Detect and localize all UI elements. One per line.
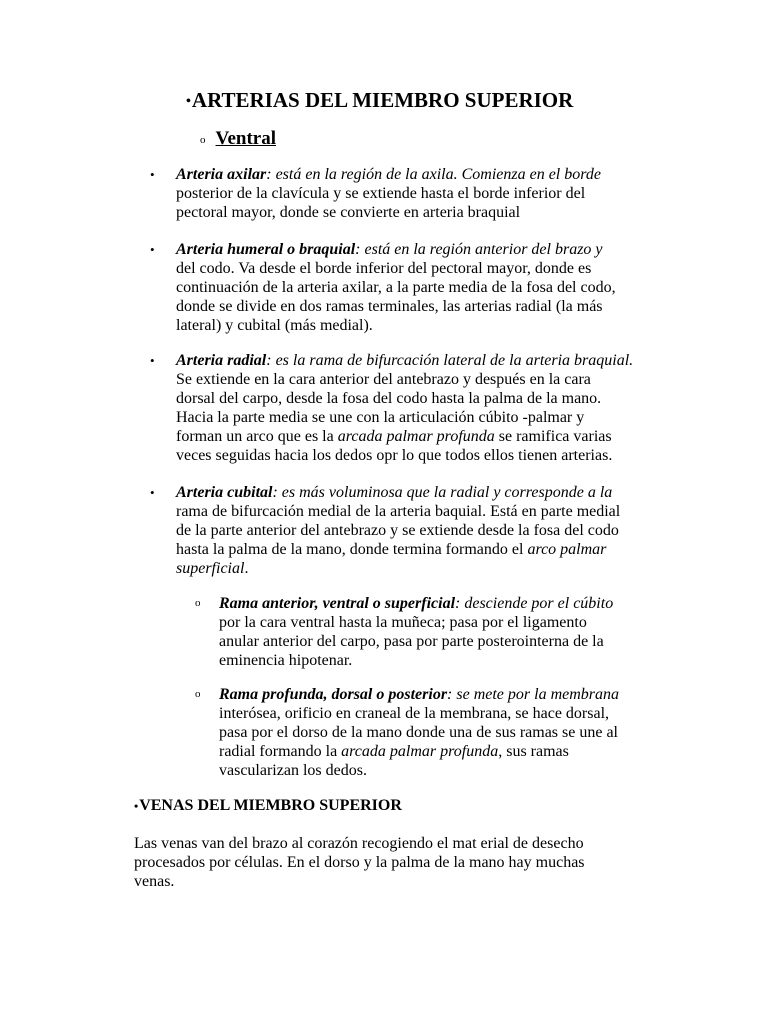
item-line: de la parte anterior del antebrazo y se extiende desde la fosa del codo — [176, 522, 619, 539]
item-line: rama de bifurcación medial de la arteria baquial. Está en parte medial — [176, 503, 621, 520]
paragraph-line: procesados por células. En el dorso y la palma de la mano hay muchas — [134, 854, 585, 871]
list-item-arteria-axilar — [150, 165, 601, 222]
item-line: hasta la palma de la mano, donde termina formando el arco palmar — [176, 541, 607, 558]
item-line: forman un arco que es la arcada palmar profunda se ramifica varias — [176, 428, 612, 445]
list-subitem-rama-anterior — [195, 594, 614, 670]
paragraph-line: venas. — [134, 873, 175, 890]
item-line: lateral) y cubital (más medial). — [176, 317, 373, 334]
item-line: veces seguidas hacia los dedos opr lo que todos ellos tienen arterias. — [176, 447, 613, 464]
item-line: vascularizan los dedos. — [219, 762, 367, 779]
list-subitem-rama-profunda — [195, 685, 620, 780]
circle-bullet-icon: o — [195, 597, 201, 609]
paragraph-line: Las venas van del brazo al corazón recogiendo el mat erial de desecho — [134, 835, 584, 852]
circle-bullet-icon: o — [195, 688, 201, 700]
page-title: •ARTERIAS DEL MIEMBRO SUPERIOR — [186, 88, 574, 112]
list-item-arteria-humeral — [150, 240, 616, 335]
item-line: Se extiende en la cara anterior del antebrazo y después en la cara — [176, 371, 591, 388]
item-line: continuación de la arteria axilar, a la parte media de la fosa del codo, — [176, 279, 616, 296]
subtitle: o Ventral — [200, 128, 277, 149]
bullet-icon: • — [134, 799, 139, 813]
list-item-arteria-cubital — [150, 483, 621, 578]
item-line: Rama profunda, dorsal o posterior: se mete por la membrana — [219, 686, 620, 703]
bullet-icon: • — [150, 353, 155, 368]
bullet-icon: • — [150, 242, 155, 257]
item-line: Arteria cubital: es más voluminosa que la radial y corresponde a la — [176, 484, 613, 501]
item-line: anular anterior del carpo, pasa por parte posterointerna de la — [219, 633, 604, 650]
list-item-arteria-radial — [150, 351, 634, 465]
item-line: superficial. — [176, 560, 249, 577]
item-line: pasa por el dorso de la mano donde una de sus ramas se une al — [219, 724, 618, 741]
bullet-icon: • — [186, 94, 191, 109]
item-line: por la cara ventral hasta la muñeca; pasa por el ligamento — [219, 614, 587, 631]
item-line: interósea, orificio en craneal de la membrana, se hace dorsal, — [219, 705, 610, 722]
item-line: donde se divide en dos ramas terminales, las arterias radial (la más — [176, 298, 603, 315]
item-line: del codo. Va desde el borde inferior del pectoral mayor, donde es — [176, 260, 592, 277]
section-paragraph — [134, 834, 634, 891]
item-line: Arteria axilar: está en la región de la axila. Comienza en el borde — [176, 166, 601, 183]
item-line: radial formando la arcada palmar profunda, sus ramas — [219, 743, 569, 760]
item-line: Arteria humeral o braquial: está en la región anterior del brazo y — [176, 241, 603, 258]
item-line: eminencia hipotenar. — [219, 652, 353, 669]
item-line: posterior de la clavícula y se extiende hasta el borde inferior del — [176, 185, 586, 202]
item-line: pectoral mayor, donde se convierte en arteria braquial — [176, 204, 521, 221]
bullet-icon: • — [150, 485, 155, 500]
item-line: dorsal del carpo, desde la fosa del codo hasta la palma de la mano. — [176, 390, 602, 407]
item-line: Rama anterior, ventral o superficial: desciende por el cúbito — [219, 595, 614, 612]
item-line: Arteria radial: es la rama de bifurcación lateral de la arteria braquial. — [176, 352, 634, 369]
section-heading: •VENAS DEL MIEMBRO SUPERIOR — [134, 797, 402, 814]
circle-bullet-icon: o — [200, 134, 206, 146]
bullet-icon: • — [150, 167, 155, 182]
item-line: Hacia la parte media se une con la articulación cúbito -palmar y — [176, 409, 585, 426]
